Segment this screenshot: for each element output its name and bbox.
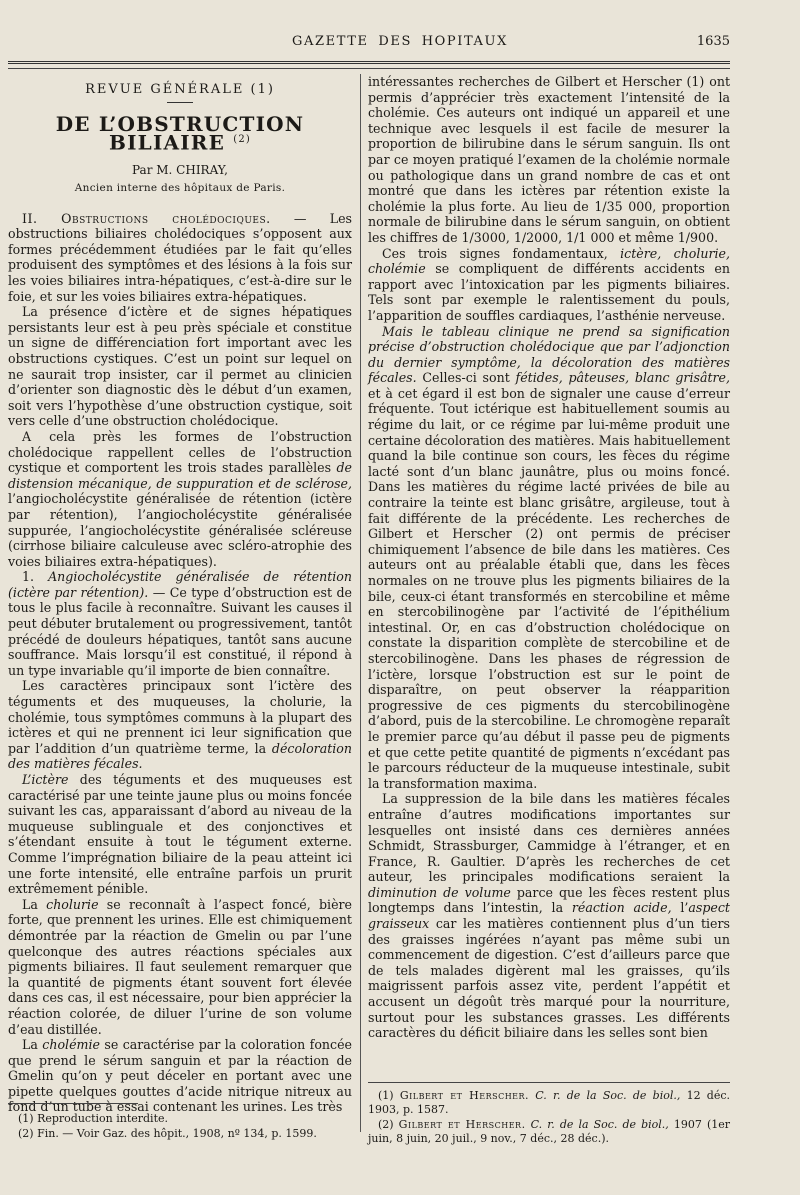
running-head: GAZETTE DES HOPITAUX [292, 34, 508, 49]
paragraph [8, 211, 352, 305]
paragraph [8, 569, 352, 678]
text: des téguments et des muqueuses est caractérisé par une teinte jaune plus ou moins foncée suivant les cas, apparaissant d’abord au niveau de la muqueuse sublinguale et des conjonctives et s’étendant ensuite à tout le tégument externe. Comme l’imprégnation biliaire de la peau atteint ici une forte intensité, elle entraîne parfois un prurit extrêmement pénible. [8, 772, 352, 897]
italic-term: L’ictère [22, 772, 69, 787]
text: La [22, 896, 47, 912]
text: — Les obstructions biliaires cholédociques s’opposent aux formes précédemment étudiées par le fait qu’elles produisent des symptômes et des lésions à la fois sur les voies biliaires intra-hépatiques, c’est-à-dire sur le foie, et sur les voies biliaires extra-hépatiques. [8, 210, 352, 304]
text: l’ [671, 900, 689, 916]
footnotes-left [8, 1103, 352, 1142]
header-rule [8, 68, 730, 69]
section-heading: REVUE GÉNÉRALE (1) [85, 82, 275, 97]
italic-text: réaction acide, [571, 900, 672, 916]
footnote-number: (1) [378, 1089, 400, 1102]
article-title-text: DE L’OBSTRUCTION BILIAIRE [55, 111, 305, 155]
text: La suppression de la bile dans les matières fécales entraîne d’autres modifications importantes sur lesquelles ont insisté dans ces dernières années Schmidt, Strassburger, Cammidge à l’étranger, et en France, R. Gaultier. D’après les recherches de cet auteur, les principales modifications seraient la [368, 791, 730, 885]
paragraph [8, 678, 352, 772]
right-column [368, 74, 730, 1041]
footnote-rule [368, 1082, 730, 1083]
text: Celles-ci sont [416, 370, 516, 386]
italic-text: ictère, cholurie, cholémie [368, 245, 731, 277]
footnote-source: C. r. de la Soc. de biol., [525, 1118, 669, 1131]
text: se reconnaît à l’aspect foncé, bière forte, que prennent les urines. Elle est chimiquement démontrée par la réaction de Gmelin ou par l’une quelconque des autres réactions spéciales aux pigments biliaires. Il faut seulement remarquer que la quantité de pigments étant souvent fort élevée dans ces cas, il est nécessaire, pour bien apprécier la réaction colorée, de diluer l’urine de son volume d’eau distillée. [8, 896, 352, 1037]
text: se caractérise par la coloration foncée que prend le sérum sanguin et par la réaction de Gmelin qu’on y peut déceler en portant avec une pipette quelques gouttes d’acide nitrique nitreux au fond d’un tube à essai contenant les urines. Les très [8, 1037, 352, 1115]
paragraph: intéressantes recherches de Gilbert et Herscher (1) ont permis d’apprécier très exactement l’intensité de la cholémie. Ces auteurs ont indiqué un appareil et une technique avec lesquels il est facile de mesurer la proportion de bilirubine dans le sérum sanguin. Ils ont par ce moyen pratiqué l’examen de la cholémie normale ou pathologique dans un grand nombre de cas et ont montré que dans les ictères par rétention existe la cholémie la plus forte. Au lieu de 1/35 000, proportion normale de bilirubine dans le sérum sanguin, on obtient les chiffres de 1/3000, 1/2000, 1/1 000 et même 1/900. [368, 74, 730, 245]
footnote-number: (2) [378, 1118, 399, 1131]
italic-text: aspect graisseux [368, 900, 730, 932]
footnote-source: C. r. de la Soc. de biol., [529, 1089, 681, 1102]
author-affiliation: Ancien interne des hôpitaux de Paris. [74, 182, 286, 195]
footnotes-right [368, 1082, 730, 1147]
text: La [22, 1037, 43, 1053]
text: — Ce type d’obstruction est de tous le plus facile à reconnaître. Suivant les causes il peut débuter brutalement ou progressivement, tantôt précédé de douleurs hépatiques, tantôt sans aucune souffrance. Mais lorsqu’il est constitué, il répond à un type invariable qu’il importe de bien connaître. [8, 584, 352, 678]
paragraph [368, 324, 730, 792]
footnote [368, 1118, 730, 1146]
footnote-details: 12 déc. 1903, p. 1587. [368, 1089, 731, 1116]
footnote-details: 1907 (1er juin, 8 juin, 20 juil., 9 nov., 7 déc., 28 déc.). [368, 1118, 731, 1145]
text: parce que les fèces restent plus longtemps dans l’intestin, la [368, 884, 730, 916]
list-number: 1. [22, 569, 49, 585]
italic-term: cholémie [42, 1037, 100, 1053]
title-footnote-ref: (2) [233, 134, 251, 146]
author-line: Par M. CHIRAY, [132, 163, 228, 178]
text: se compliquent de différents accidents en rapport avec l’intoxication par les pigments biliaires. Tels sont par exemple le ralentissement du pouls, l’apparition de souffles cardiaques, l’asthénie nerveuse. [368, 261, 730, 323]
title-rule [167, 102, 193, 103]
footnote: (2) Fin. — Voir Gaz. des hôpit., 1908, nº 134, p. 1599. [18, 1127, 317, 1140]
text: l’angiocholécystite généralisée de rétention (ictère par rétention), l’angiocholécystite généralisée suppurée, l’angiocholécystite généralisée scléreuse (cirrhose biliaire calculeuse avec scléro-atrophie des voies biliaires extra-hépatiques). [8, 491, 352, 569]
footnote [368, 1089, 730, 1117]
italic-text: de distension mécanique, de suppuration et de sclérose, [8, 460, 352, 491]
paragraph [368, 791, 730, 1041]
italic-text: diminution de volume [368, 884, 511, 900]
text: et à cet égard il est bon de signaler une cause d’erreur fréquente. Tout ictérique est habituellement soumis au régime du lait, or ce régime par lui-même produit une certaine décoloration des matières. Mais habituellement quand la bile continue son cours, les fèces du régime lacté sont d’un blanc jaunâtre, plus ou moins foncé. Dans les matières du régime lacté privées de bile au contraire la teinte est blanc grisâtre, argileuse, tout à fait différente de la précédente. Les recherches de Gilbert et Herscher (2) ont permis de préciser chimiquement l’absence de bile dans les matières. Ces auteurs ont au préalable établi que, dans les fèces normales on ne trouve plus les pigments biliaires de la bile, ceux-ci étant transformés en stercobiline et même en stercobilinogène par l’activité de l’épithélium intestinal. Or, en cas d’obstruction cholédocique on constate la disparition complète de stercobiline et de stercobilinogène. Dans les phases de régression de l’ictère, lorsque l’obstruction est sur le point de disparaître, on peut observer la réapparition progressive de ces pigments du stercobilinogène d’abord, puis de la stercobiline. Le chromogène reparaît le premier parce qu’au début il passe peu de pigments et que cette petite quantité de pigments n’excédant pas le parcours réducteur de la muqueuse intestinale, subit la transformation maxima. [368, 385, 730, 791]
paragraph: La présence d’ictère et de signes hépatiques persistants leur est à peu près spéciale et constitue un signe de différenciation fort important avec les obstructions cystiques. C’est un point sur lequel on ne saurait trop insister, car il permet au clinicien d’orienter son diagnostic dès le début d’un examen, soit vers l’hypothèse d’une obstruction cystique, soit vers celle d’une obstruction cholédocique. [8, 304, 352, 429]
paragraph [368, 246, 730, 324]
header-double-rule [8, 61, 730, 67]
footnote-authors: Gilbert et Herscher. [398, 1118, 526, 1131]
text: Ces trois signes fondamentaux, [382, 245, 621, 261]
page-number: 1635 [696, 34, 730, 49]
subsection-heading: II. Obstructions cholédociques. [22, 210, 271, 226]
text: car les matières contiennent plus d’un tiers des graisses ingérées n’ayant pas même subi un commencement de digestion. C’est d’ailleurs parce que de tels malades digèrent mal les graisses, qu’ils maigrissent parfois assez vite, perdent l’appétit et accusent un dégoût très marqué pour la nourriture, surtout pour les substances grasses. Les différents caractères du déficit biliaire dans les selles sont bien [368, 916, 730, 1041]
paragraph [8, 897, 352, 1037]
italic-text: décoloration des matières fécales. [8, 740, 352, 772]
paragraph [8, 772, 352, 897]
page-header [0, 28, 800, 58]
article-title [8, 111, 352, 155]
italic-heading: Angiocholécystite généralisée de rétention (ictère par rétention). [8, 569, 352, 600]
paragraph [8, 429, 352, 569]
italic-term: cholurie [46, 896, 99, 912]
footnote: (1) Reproduction interdite. [18, 1112, 168, 1125]
text: Les caractères principaux sont l’ictère des téguments et des muqueuses, la cholurie, la cholémie, tous symptômes communs à la plupart des ictères et qui ne prennent ici leur signification que par l’addition d’un quatrième terme, la [8, 678, 352, 756]
italic-text: Mais le tableau clinique ne prend sa signification précise d’obstruction cholédocique que par l’adjonction du dernier symptôme, la décoloration des matières fécales. [368, 323, 730, 386]
footnote-rule [8, 1103, 138, 1104]
column-divider [360, 74, 361, 1132]
italic-text: fétides, pâteuses, blanc grisâtre, [515, 370, 730, 386]
left-column [8, 74, 352, 1115]
text: A cela près les formes de l’obstruction cholédocique rappellent celles de l’obstruction cystique et comportent les trois stades parallèles [8, 428, 352, 476]
footnote-authors: Gilbert et Herscher. [399, 1089, 530, 1102]
